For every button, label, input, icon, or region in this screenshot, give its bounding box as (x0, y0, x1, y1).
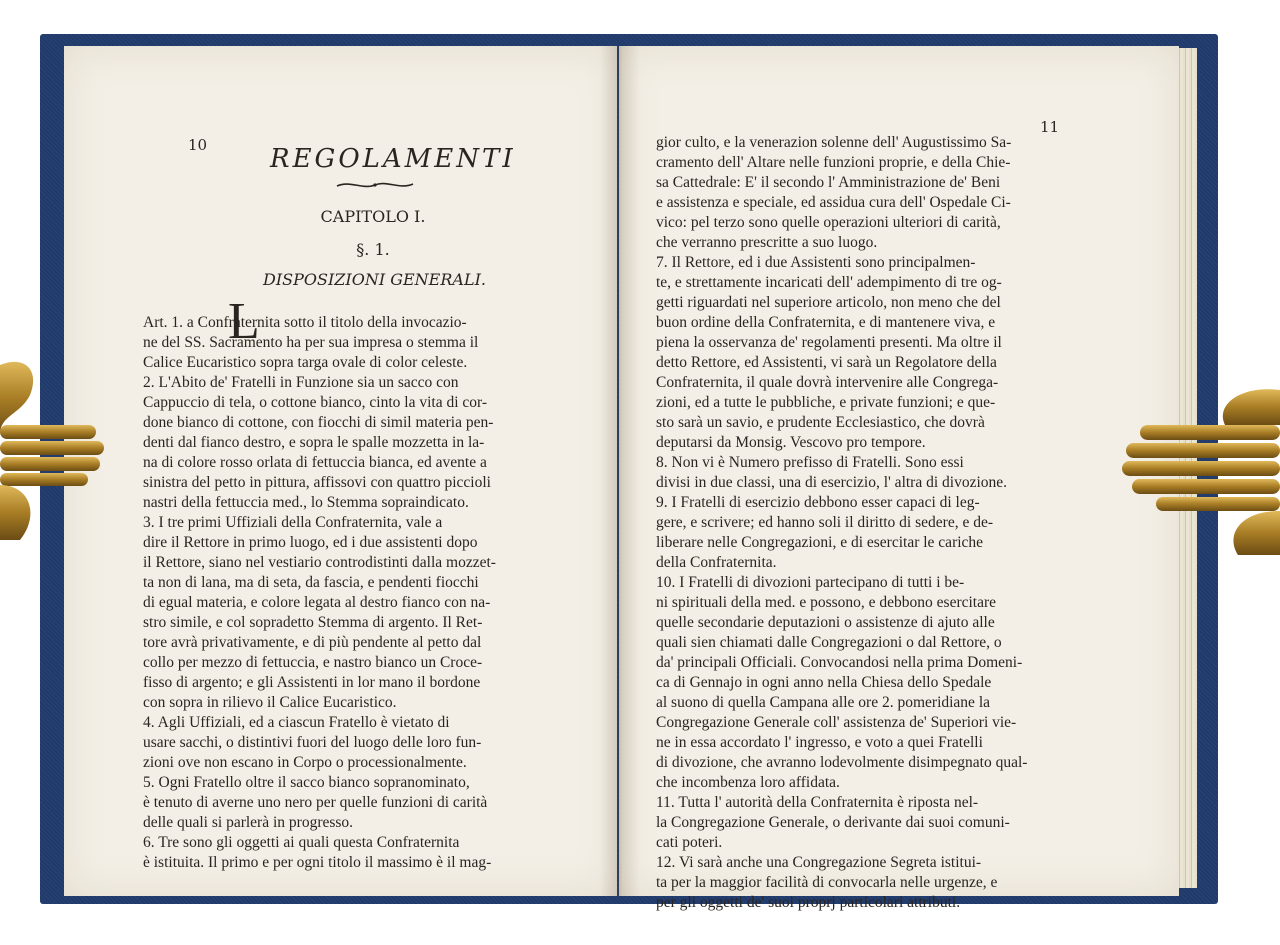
text-line: Art. 1. a Confraternita sotto il titolo della invocazio- (143, 314, 467, 331)
text-line: collo per mezzo di fettuccia, e nastro bianco un Croce- (143, 654, 483, 671)
text-line: al suono di quella Campana alle ore 2. pomeridiane la (656, 694, 990, 711)
text-line: e assistenza e speciale, ed assidua cura dell' Ospedale Ci- (656, 194, 1011, 211)
page-title: REGOLAMENTI (270, 144, 516, 174)
text-line: di egual materia, e colore legata al destro fianco con na- (143, 594, 491, 611)
left-hand-clip-icon (0, 355, 110, 545)
text-line: getti riguardati nel superiore articolo, non meno che del (656, 294, 1001, 311)
text-line: 2. L'Abito de' Fratelli in Funzione sia un sacco con (143, 374, 459, 391)
text-line: piena la osservanza de' regolamenti presenti. Ma oltre il (656, 334, 1002, 351)
text-line: 4. Agli Uffiziali, ed a ciascun Fratello è vietato di (143, 714, 450, 731)
text-line: zioni ove non escano in Corpo o processionalmente. (143, 754, 467, 771)
text-line: 3. I tre primi Uffiziali della Confraternita, vale a (143, 514, 443, 531)
text-line: buon ordine della Confraternita, e di mantenere viva, e (656, 314, 996, 331)
text-line: 9. I Fratelli di esercizio debbono esser capaci di leg- (656, 494, 980, 511)
text-line: ne in essa accordato l' ingresso, e voto a quei Fratelli (656, 734, 983, 751)
right-page-number: 11 (1040, 118, 1060, 136)
text-line: quali sien chiamati dalle Congregazioni o dal Rettore, o (656, 634, 1002, 651)
text-line: ni spirituali della med. e possono, e debbono esercitare (656, 594, 997, 611)
text-line: della Confraternita. (656, 554, 777, 571)
text-line: ca di Gennajo in ogni anno nella Chiesa dello Spedale (656, 674, 992, 691)
text-line: gere, e scrivere; ed hanno soli il diritto di sedere, e de- (656, 514, 993, 531)
text-line: 7. Il Rettore, ed i due Assistenti sono principalmen- (656, 254, 976, 271)
text-line: è istituita. Il primo e per ogni titolo il massimo è il mag- (143, 854, 492, 871)
text-line: tore avrà privativamente, e di più pendente al petto dal (143, 634, 482, 651)
text-line: cati poteri. (656, 834, 723, 851)
text-line: dire il Rettore in primo luogo, ed i due assistenti dopo (143, 534, 478, 551)
text-line: di divozione, che avranno lodevolmente disimpegnato qual- (656, 754, 1028, 771)
section-number: §. 1. (356, 240, 390, 259)
text-line: per gli oggetti de' suoi proprj particolari attributi. (656, 894, 961, 911)
text-line: Congregazione Generale coll' assistenza de' Superiori vie- (656, 714, 1017, 731)
text-line: 8. Non vi è Numero prefisso di Fratelli. Sono essi (656, 454, 964, 471)
text-line: 6. Tre sono gli oggetti ai quali questa Confraternita (143, 834, 460, 851)
text-line: 11. Tutta l' autorità della Confraternita è riposta nel- (656, 794, 979, 811)
text-line: stro simile, e col sopradetto Stemma di argento. Il Ret- (143, 614, 483, 631)
text-line: Calice Eucaristico sopra targa ovale di color celeste. (143, 354, 468, 371)
text-line: usare sacchi, o distintivi fuori del luogo delle loro fun- (143, 734, 482, 751)
text-line: da' principali Officiali. Convocandosi nella prima Domeni- (656, 654, 1023, 671)
text-line: 5. Ogni Fratello oltre il sacco bianco sopranominato, (143, 774, 470, 791)
text-line: fisso di argento; e gli Assistenti in lor mano il bordone (143, 674, 481, 691)
text-line: gior culto, e la venerazion solenne dell' Augustissimo Sa- (656, 134, 1012, 151)
title-flourish-icon (335, 178, 415, 192)
text-line: la Congregazione Generale, o derivante dai suoi comuni- (656, 814, 1010, 831)
text-line: 10. I Fratelli di divozioni partecipano di tutti i be- (656, 574, 965, 591)
left-page-number: 10 (188, 136, 208, 154)
text-line: quelle secondarie deputazioni o assistenze di ajuto alle (656, 614, 995, 631)
text-line: done bianco di cottone, con fiocchi di simil materia pen- (143, 414, 494, 431)
chapter-heading: CAPITOLO I. (320, 207, 426, 226)
text-line: ta non di lana, ma di seta, da fascia, e pendenti fiocchi (143, 574, 479, 591)
text-line: te, e strettamente incaricati dell' adempimento di tre og- (656, 274, 1002, 291)
text-line: sinistra del petto in pittura, affissovi con quattro piccioli (143, 474, 491, 491)
text-line: denti dal fianco destro, e sopra le spalle mozzetta in la- (143, 434, 485, 451)
text-line: cramento dell' Altare nelle funzioni proprie, e della Chie- (656, 154, 1011, 171)
text-line: divisi in due classi, una di esercizio, l' altra di divozione. (656, 474, 1008, 491)
text-line: che verranno prescritte a suo luogo. (656, 234, 878, 251)
text-line: Cappuccio di tela, o cottone bianco, cinto la vita di cor- (143, 394, 488, 411)
text-line: zioni, ed a tutte le pubbliche, e private funzioni; e que- (656, 394, 996, 411)
text-line: sa Cattedrale: E' il secondo l' Amministrazione de' Beni (656, 174, 1001, 191)
text-line: vico: pel terzo sono quelle operazioni ulteriori di carità, (656, 214, 1001, 231)
drop-cap: L (228, 293, 260, 350)
text-line: che incombenza loro affidata. (656, 774, 840, 791)
text-line: nastri della fettuccia med., lo Stemma sopraindicato. (143, 494, 469, 511)
text-line: è tenuto di averne uno nero per quelle funzioni di carità (143, 794, 488, 811)
right-hand-clip-icon (1120, 385, 1280, 560)
text-line: ta per la maggior facilità di convocarla nelle urgenze, e (656, 874, 998, 891)
text-line: deputarsi da Monsig. Vescovo pro tempore. (656, 434, 926, 451)
text-line: na di colore rosso orlata di fettuccia bianca, ed avente a (143, 454, 487, 471)
text-line: delle quali si parlerà in progresso. (143, 814, 354, 831)
text-line: detto Rettore, ed Assistenti, vi sarà un Regolatore della (656, 354, 997, 371)
text-line: Confraternita, il quale dovrà intervenire alle Congrega- (656, 374, 999, 391)
text-line: liberare nelle Congregazioni, e di esercitar le cariche (656, 534, 984, 551)
text-line: ne del SS. Sacramento ha per sua impresa o stemma il (143, 334, 479, 351)
text-line: 12. Vi sarà anche una Congregazione Segreta istitui- (656, 854, 982, 871)
text-line: sto sarà un savio, e prudente Ecclesiastico, che dovrà (656, 414, 985, 431)
section-heading: DISPOSIZIONI GENERALI. (262, 270, 486, 289)
text-line: il Rettore, siano nel vestiario controdistinti dalla mozzet- (143, 554, 496, 571)
text-line: con sopra in rilievo il Calice Eucaristico. (143, 694, 397, 711)
